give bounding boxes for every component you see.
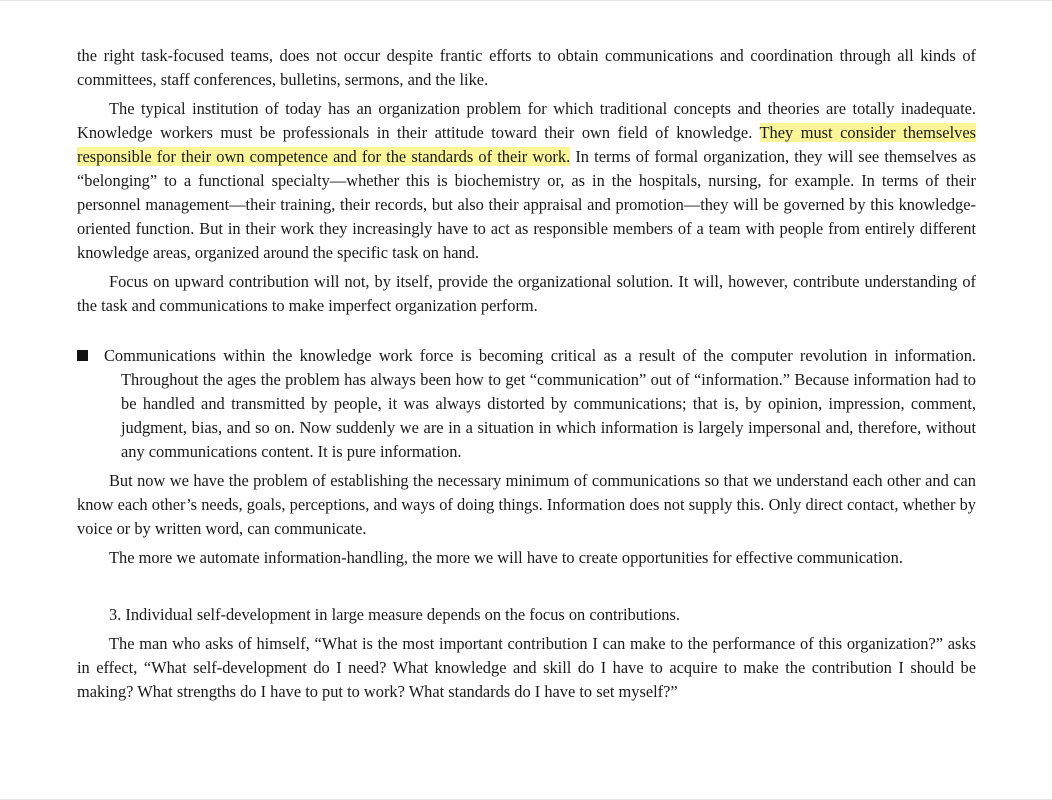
highlighted-sentence[interactable]: They must consider themselves responsible for their own competence and for the standards of their work. xyxy=(77,123,976,166)
paragraph-continuation: the right task-focused teams, does not occur despite frantic efforts to obtain communications and coordination through all kinds of committees, staff conferences, bulletins, sermons, and the like. xyxy=(77,46,976,89)
section-heading-self-development: 3. Individual self-development in large measure depends on the focus on contributions. xyxy=(109,605,680,624)
paragraph-text: The typical institution of today has an organization problem for which traditional concepts and theories are totally inadequate. Knowledge workers must be professionals in their attitude toward their own field of knowledge. xyxy=(77,99,976,142)
paragraph-organization-problem xyxy=(77,97,976,265)
paragraph-automate-information: The more we automate information-handling, the more we will have to create opportunities for effective communication. xyxy=(109,548,903,567)
bullet-text: Communications within the knowledge work force is becoming critical as a result of the computer revolution in information. Throughout the ages the problem has always been how to get “communication” out of “information.” Because information had to be handled and transmitted by people, it was always distorted by communications; that is, by opinion, impression, comment, judgment, bias, and so on. Now suddenly we are in a situation in which information is largely impersonal and, therefore, without any communications content. It is pure information. xyxy=(104,346,976,461)
paragraph-minimum-communications: But now we have the problem of establishing the necessary minimum of communications so that we understand each other and can know each other’s needs, goals, perceptions, and ways of doing things. Information does not supply this. Only direct contact, whether by voice or by written word, can communicate. xyxy=(77,471,976,538)
document-body xyxy=(77,44,976,704)
paragraph-self-development-questions: The man who asks of himself, “What is the most important contribution I can make to the performance of this organization?” asks in effect, “What self-development do I need? What knowledge and skill do I have to acquire to make the contribution I should be making? What strengths do I have to put to work? What standards do I have to set myself?” xyxy=(77,634,976,701)
bullet-item-communications xyxy=(77,344,976,464)
square-bullet-icon xyxy=(77,350,88,361)
paragraph-text: In terms of formal organization, they will see themselves as “belonging” to a functional specialty—whether this is biochemistry or, as in the hospitals, nursing, for example. In terms of their personnel management—their training, their records, but also their appraisal and promotion—they will be governed by this knowledge-oriented function. But in their work they increasingly have to act as responsible members of a team with people from entirely different knowledge areas, organized around the specific task on hand. xyxy=(77,147,977,262)
paragraph-upward-contribution: Focus on upward contribution will not, by itself, provide the organizational solution. It will, however, contribute understanding of the task and communications to make imperfect organization perform. xyxy=(77,272,976,315)
